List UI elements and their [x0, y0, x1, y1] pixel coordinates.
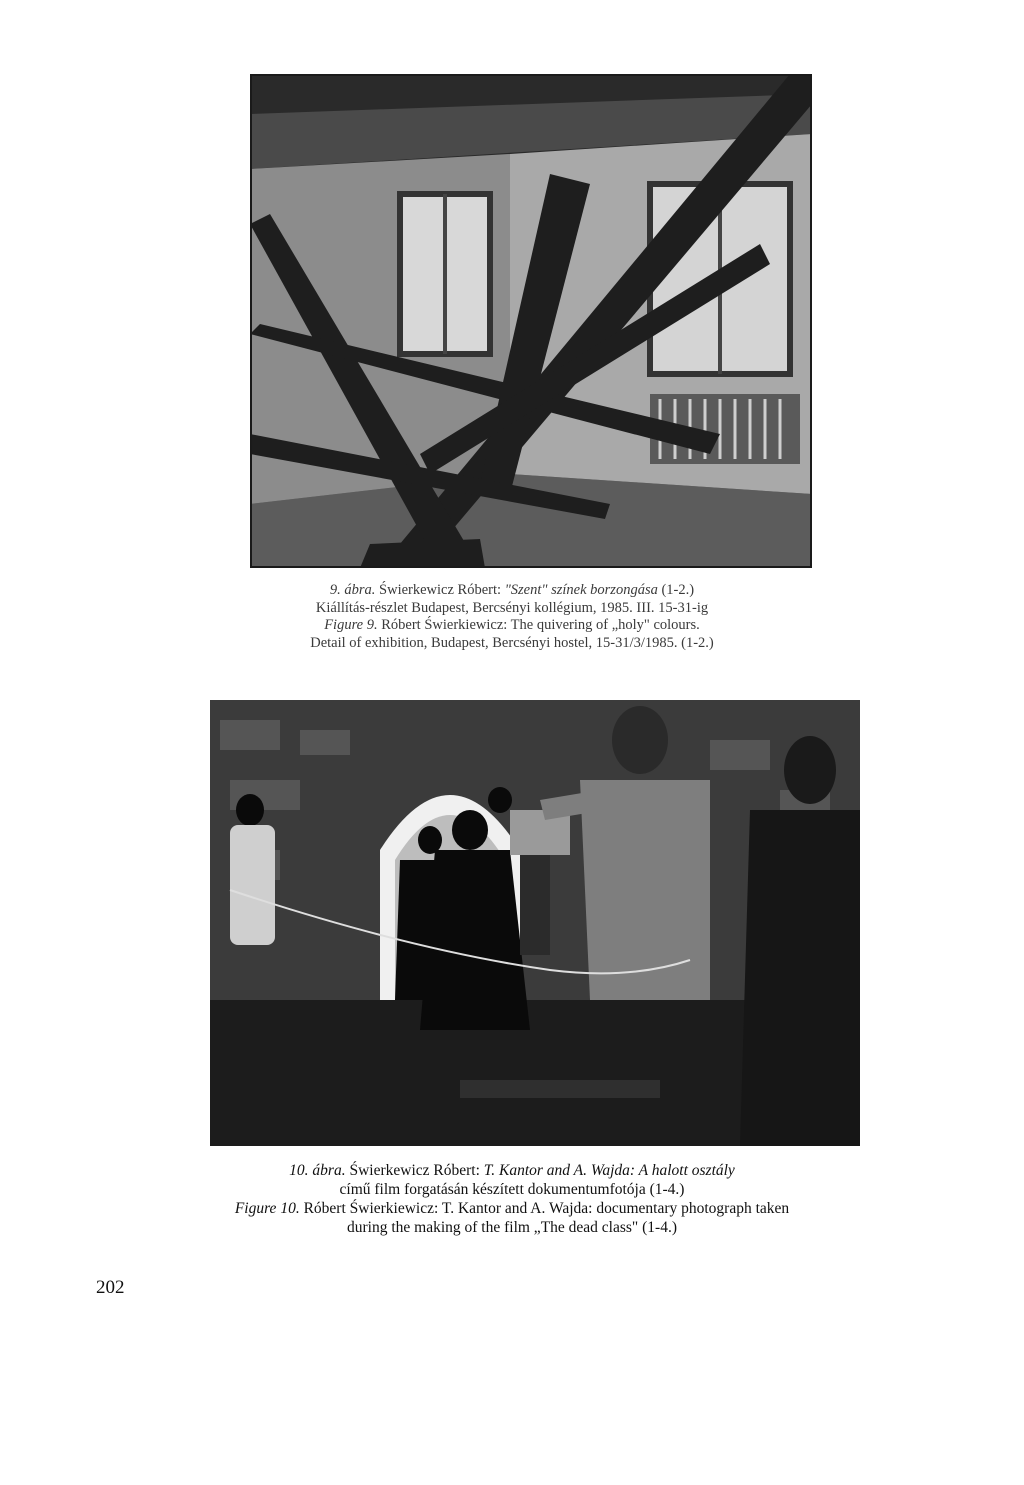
figure-9-title-en: Róbert Świerkiewicz: The quivering of „holy" colours.	[377, 617, 700, 634]
figure-9-caption-en-line-2: Detail of exhibition, Budapest, Bercsényi hostel, 15-31/3/1985. (1-2.)	[310, 635, 714, 652]
figure-9-caption-hu-line-1	[0, 582, 1024, 600]
film-set-photo-graphic	[210, 700, 860, 1146]
figure-10-title-hu: T. Kantor and A. Wajda: A halott osztály	[483, 1162, 735, 1179]
figure-10-caption-en-line-1	[0, 1200, 1024, 1219]
figure-9-title-hu: "Szent" színek borzongása	[504, 582, 658, 598]
figure-9-label-hu: 9. ábra.	[329, 582, 376, 598]
figure-10-caption	[0, 1162, 1024, 1238]
figure-9-photo	[250, 74, 812, 568]
figure-9-caption-hu-line-2: Kiállítás-részlet Budapest, Bercsényi kollégium, 1985. III. 15-31-ig	[315, 599, 709, 616]
figure-9-label-en: Figure 9.	[324, 617, 378, 634]
figure-10-title-en: Róbert Świerkiewicz: T. Kantor and A. Wajda: documentary photograph taken	[299, 1199, 790, 1217]
figure-10-caption-en-line-2: during the making of the film „The dead class" (1-4.)	[346, 1218, 677, 1236]
figure-9-caption-en-line-1	[0, 617, 1024, 635]
figure-10-author-hu: Świerkewicz Róbert:	[345, 1162, 484, 1179]
figure-9-caption	[0, 582, 1024, 653]
figure-10-caption-hu-line-2: című film forgatásán készített dokumentumfotója (1-4.)	[339, 1180, 685, 1198]
figure-10-label-hu: 10. ábra.	[289, 1162, 346, 1179]
page-number: 202	[96, 1277, 125, 1298]
figure-9-author-hu: Świerkewicz Róbert:	[375, 582, 505, 598]
figure-10-label-en: Figure 10.	[234, 1199, 300, 1217]
figure-10-caption-hu-line-1	[0, 1162, 1024, 1181]
figure-10-photo	[210, 700, 860, 1146]
exhibition-photo-graphic	[250, 74, 812, 568]
figure-9-code-hu: (1-2.)	[657, 582, 695, 598]
